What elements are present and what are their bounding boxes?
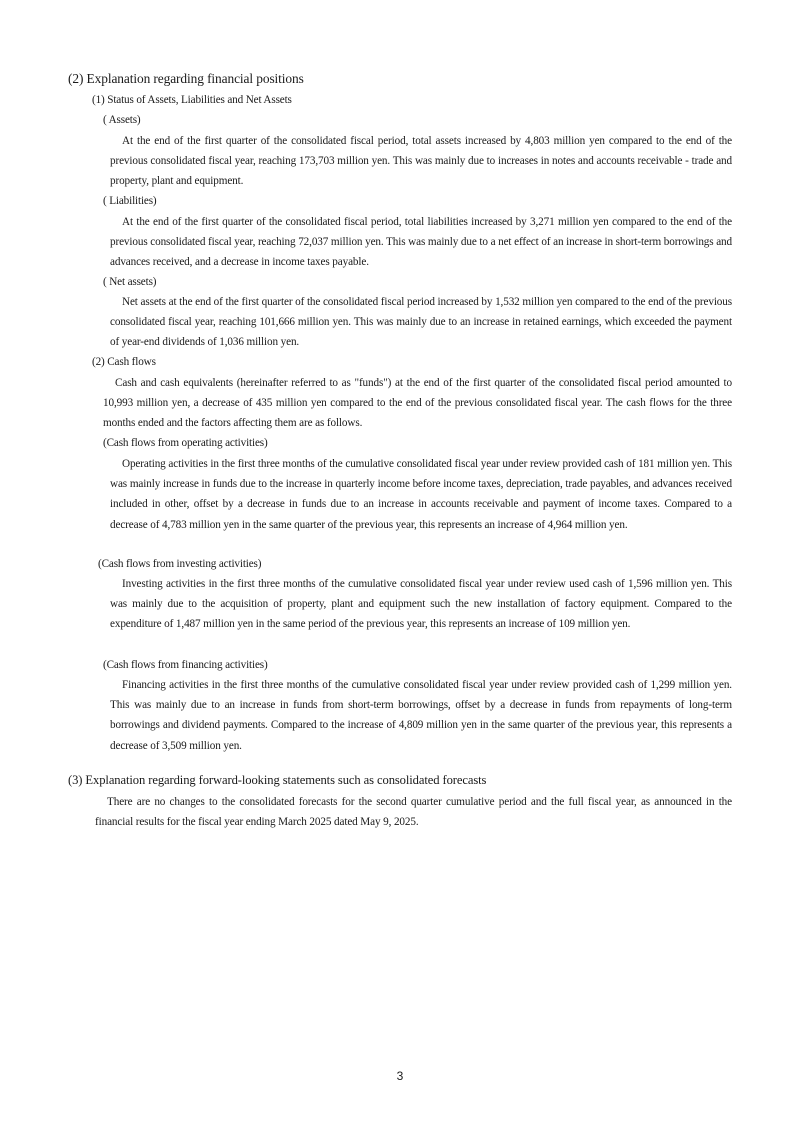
- paragraph-cash-flows-intro: [103, 373, 732, 434]
- label-net-assets: ( Net assets): [103, 276, 157, 288]
- paragraph-financing-activities: [110, 675, 732, 756]
- section-heading-financial-positions: (2) Explanation regarding financial positions: [68, 71, 304, 86]
- subheading-cash-flows: (2) Cash flows: [92, 356, 156, 368]
- section-heading-forward-looking: (3) Explanation regarding forward-looking statements such as consolidated forecasts: [68, 773, 487, 787]
- paragraph-cash-flows-intro-text: Cash and cash equivalents (hereinafter referred to as "funds") at the end of the first quarter of the consolidated fiscal period amounted to 10,993 million yen, a decrease of 435 million yen compared to the end of the previous consolidated fiscal year. The cash flows for the three months ended and the factors affecting them are as follows.: [103, 377, 732, 430]
- label-assets: ( Assets): [103, 114, 141, 126]
- paragraph-assets-text: At the end of the first quarter of the consolidated fiscal period, total assets increased by 4,803 million yen compared to the end of the previous consolidated fiscal year, reaching 173,703 million yen. This was mainly due to increases in notes and accounts receivable - trade and property, plant and equipment.: [110, 135, 732, 188]
- paragraph-operating-activities-text: Operating activities in the first three months of the cumulative consolidated fiscal year under review provided cash of 181 million yen. This was mainly increase in funds due to the increase in quarterly income before income taxes, depreciation, trade payables, and advances received included in other, offset by a decrease in funds due to an increase in accounts receivable and payment of income taxes. Compared to a decrease of 4,783 million yen in the same quarter of the previous year, this represents an increase of 4,964 million yen.: [110, 458, 732, 531]
- page-number: 3: [396, 1069, 404, 1083]
- paragraph-assets: [110, 131, 732, 192]
- label-investing-activities: (Cash flows from investing activities): [98, 558, 262, 570]
- label-financing-activities: (Cash flows from financing activities): [103, 659, 268, 671]
- paragraph-operating-activities: [110, 454, 732, 535]
- label-operating-activities: (Cash flows from operating activities): [103, 437, 268, 449]
- paragraph-net-assets: [110, 292, 732, 353]
- label-liabilities: ( Liabilities): [103, 195, 157, 207]
- paragraph-liabilities: [110, 212, 732, 273]
- paragraph-financing-activities-text: Financing activities in the first three months of the cumulative consolidated fiscal year under review provided cash of 1,299 million yen. This was mainly due to an increase in funds from short-term borrowings, offset by a decrease in funds from repayments of long-term borrowings and dividend payments. Compared to the increase of 4,809 million yen in the same quarter of the previous year, this represents a decrease of 3,509 million yen.: [110, 679, 732, 752]
- paragraph-forward-looking-text: There are no changes to the consolidated forecasts for the second quarter cumulative period and the full fiscal year, as announced in the financial results for the fiscal year ending March 2025 dated May 9, 2025.: [95, 796, 732, 829]
- paragraph-net-assets-text: Net assets at the end of the first quarter of the consolidated fiscal period increased by 1,532 million yen compared to the end of the previous consolidated fiscal year, reaching 101,666 million yen. This was mainly due to an increase in retained earnings, which exceeded the payment of year-end dividends of 1,036 million yen.: [110, 296, 732, 349]
- paragraph-investing-activities: [110, 574, 732, 635]
- paragraph-forward-looking: [95, 792, 732, 832]
- subheading-status-of-assets: (1) Status of Assets, Liabilities and Net Assets: [92, 94, 292, 106]
- paragraph-investing-activities-text: Investing activities in the first three months of the cumulative consolidated fiscal year under review used cash of 1,596 million yen. This was mainly due to the acquisition of property, plant and equipment such the new installation of factory equipment. Compared to the expenditure of 1,487 million yen in the same period of the previous year, this represents an increase of 109 million yen.: [110, 578, 732, 631]
- paragraph-liabilities-text: At the end of the first quarter of the consolidated fiscal period, total liabilities increased by 3,271 million yen compared to the end of the previous consolidated fiscal year, reaching 72,037 million yen. This was mainly due to a net effect of an increase in short-term borrowings and advances received, and a decrease in income taxes payable.: [110, 216, 732, 269]
